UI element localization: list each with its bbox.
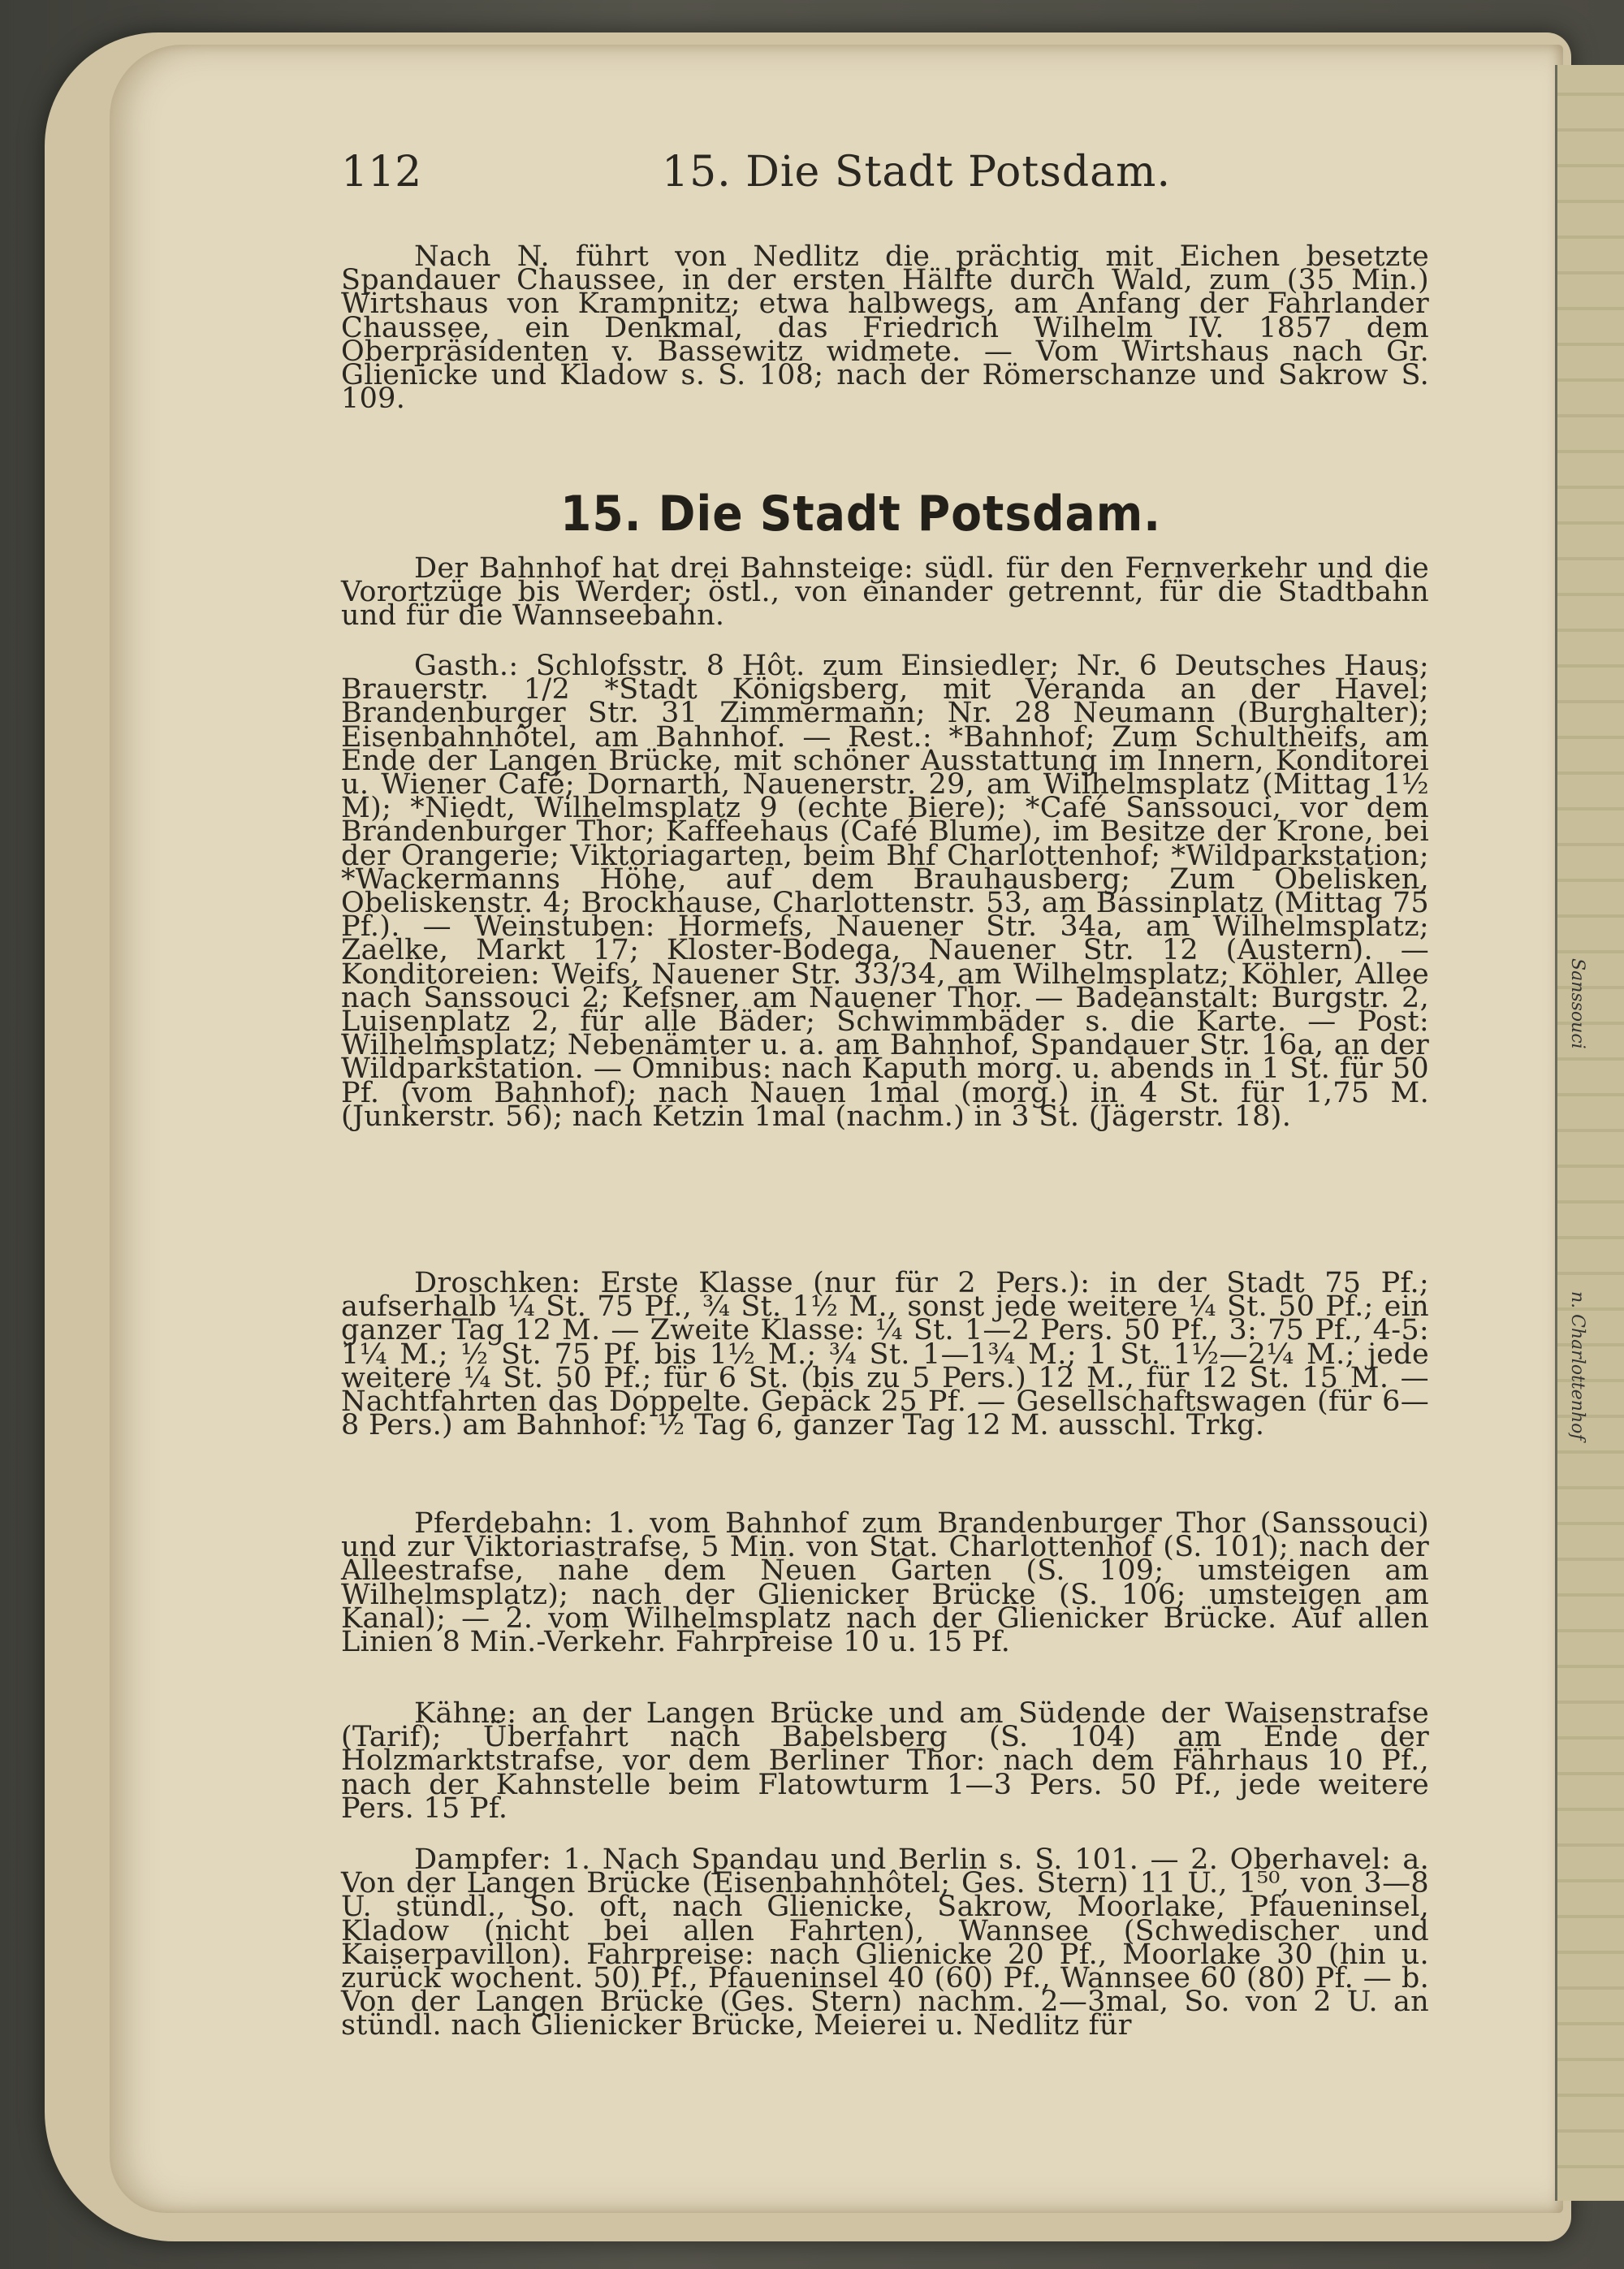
page-header	[341, 148, 1429, 197]
folded-map-edge	[1555, 65, 1624, 2201]
paragraph-pferdebahn: Pferdebahn: 1. vom Bahnhof zum Brandenburger Thor (Sanssouci) und zur Viktoriastrafse, 5 Min. von Stat. Charlottenhof (S. 101); nach der Alleestrafse, nahe dem Neuen Garten (S. 109; umsteigen am Wilhelmsplatz); nach der Glienicker Brücke (S. 106; umsteigen am Kanal); — 2. vom Wilhelmsplatz nach der Glienicker Brücke. Auf allen Linien 8 Min.-Verkehr. Fahrpreise 10 u. 15 Pf.	[341, 1507, 1429, 1659]
paragraph-bahnhof: Der Bahnhof hat drei Bahnsteige: südl. für den Fernverkehr und die Vorortzüge bis Werder; östl., von einander getrennt, für die Stadtbahn und für die Wannseebahn.	[341, 552, 1429, 633]
paragraph-kaehne: Kähne: an der Langen Brücke und am Südende der Waisenstrafse (Tarif); Überfahrt nach Babelsberg (S. 104) am Ende der Holzmarktstrafse, vor dem Berliner Thor: nach dem Fährhaus 10 Pf., nach der Kahnstelle beim Flatowturm 1—3 Pers. 50 Pf., jede weitere Pers. 15 Pf.	[341, 1697, 1429, 1825]
section-heading: 15. Die Stadt Potsdam.	[560, 486, 1162, 542]
page-number: 112	[341, 148, 422, 197]
paragraph-droschken: Droschken: Erste Klasse (nur für 2 Pers.): in der Stadt 75 Pf.; aufserhalb ¼ St. 75 Pf., ¾ St. 1½ M., sonst jede weitere ¼ St. 50 Pf.; ein ganzer Tag 12 M. — Zweite Klasse: ¼ St. 1—2 Pers. 50 Pf., 3: 75 Pf., 4-5: 1¼ M.; ½ St. 75 Pf. bis 1½ M.; ¾ St. 1—1¾ M.; 1 St. 1½—2¼ M.; jede weitere ¼ St. 50 Pf.; für 6 St. (bis zu 5 Pers.) 12 M., für 12 St. 15 M. — Nachtfahrten das Doppelte. Gepäck 25 Pf. — Gesellschaftswagen (für 6—8 Pers.) am Bahnhof: ½ Tag 6, ganzer Tag 12 M. ausschl. Trkg.	[341, 1267, 1429, 1442]
intro-paragraph: Nach N. führt von Nedlitz die prächtig mit Eichen besetzte Spandauer Chaussee, in der ersten Hälfte durch Wald, zum (35 Min.) Wirtshaus von Krampnitz; etwa halbwegs, am Anfang der Fahrlander Chaussee, ein Denkmal, das Friedrich Wilhelm IV. 1857 dem Oberpräsidenten v. Bassewitz widmete. — Vom Wirtshaus nach Gr. Glienicke und Kladow s. S. 108; nach der Römerschanze und Sakrow S. 109.	[341, 240, 1429, 416]
paragraph-dampfer: Dampfer: 1. Nach Spandau und Berlin s. S. 101. — 2. Oberhavel: a. Von der Langen Brücke (Eisenbahnhôtel; Ges. Stern) 11 U., 1⁵⁰, von 3—8 U. stündl., So. oft, nach Glienicke, Sakrow, Moorlake, Pfaueninsel, Kladow (nicht bei allen Fahrten), Wannsee (Schwedischer und Kaiserpavillon). Fahrpreise: nach Glienicke 20 Pf., Moorlake 30 (hin u. zurück wochent. 50) Pf., Pfaueninsel 40 (60) Pf., Wannsee 60 (80) Pf. — b. Von der Langen Brücke (Ges. Stern) nachm. 2—3mal, So. von 2 U. an stündl. nach Glienicker Brücke, Meierei u. Nedlitz für	[341, 1843, 1429, 2042]
paragraph-gasthoefe: Gasth.: Schlofsstr. 8 Hôt. zum Einsiedler; Nr. 6 Deutsches Haus; Brauerstr. 1/2 *Stadt Königsberg, mit Veranda an der Havel; Brandenburger Str. 31 Zimmermann; Nr. 28 Neumann (Burghalter); Eisenbahnhôtel, am Bahnhof. — Rest.: *Bahnhof; Zum Schultheifs, am Ende der Langen Brücke, mit schöner Ausstattung im Innern, Konditorei u. Wiener Café; Dornarth, Nauenerstr. 29, am Wilhelmsplatz (Mittag 1½ M); *Niedt, Wilhelmsplatz 9 (echte Biere); *Café Sanssouci, vor dem Brandenburger Thor; Kaffeehaus (Café Blume), im Besitze der Krone, bei der Orangerie; Viktoriagarten, beim Bhf Charlottenhof; *Wildparkstation; *Wackermanns Höhe, auf dem Brauhausberg; Zum Obelisken, Obeliskenstr. 4; Brockhause, Charlottenstr. 53, am Bassinplatz (Mittag 75 Pf.). — Weinstuben: Hormefs, Nauener Str. 34a, am Wilhelmsplatz; Zaelke, Markt 17; Kloster-Bodega, Nauener Str. 12 (Austern). — Konditoreien: Weifs, Nauener Str. 33/34, am Wilhelmsplatz; Köhler, Allee nach Sanssouci 2; Kefsner, am Nauener Thor. — Badeanstalt: Burgstr. 2, Luisenplatz 2, für alle Bäder; Schwimmbäder s. die Karte. — Post: Wilhelmsplatz; Nebenämter u. a. am Bahnhof, Spandauer Str. 16a, an der Wildparkstation. — Omnibus: nach Kaputh morg. u. abends in 1 St. für 50 Pf. (vom Bahnhof); nach Nauen 1mal (morg.) in 4 St. für 1,75 M. (Junkerstr. 56); nach Ketzin 1mal (nachm.) in 3 St. (Jägerstr. 18).	[341, 650, 1429, 1133]
running-title: 15. Die Stadt Potsdam.	[662, 148, 1171, 197]
map-label-charlottenhof: n. Charlottenhof	[1567, 1291, 1587, 1441]
map-label-sanssouci: Sanssouci	[1567, 958, 1587, 1049]
